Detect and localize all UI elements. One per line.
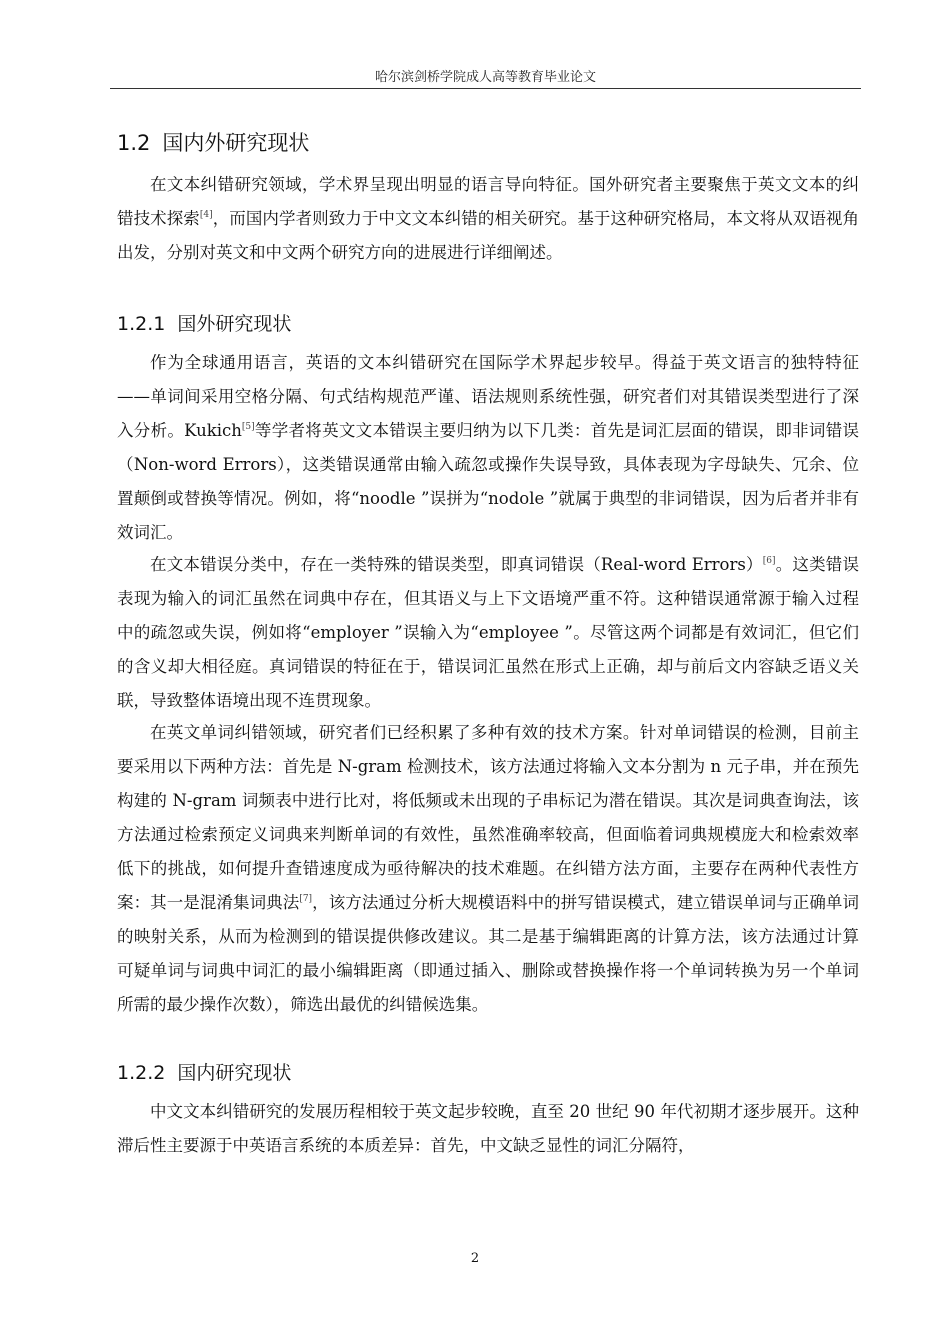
paragraph-text: ，而国内学者则致力于中文文本纠错的相关研究。基于这种研究格局，本文将从双语视角出发，分别对英文和中文两个研究方向的进展进行详细阐述。 <box>117 209 860 262</box>
paragraph-text: ，该方法通过分析大规模语料中的拼写错误模式，建立错误单词与正确单词的映射关系，从而为检测到的错误提供修改建议。其二是基于编辑距离的计算方法，该方法通过计算可疑单词与词典中词汇的最小编辑距离（即通过插入、删除或替换操作将一个单词转换为另一个单词所需的最少操作次数），筛选出最优的纠错候选集。 <box>117 893 860 1014</box>
citation-ref: [6] <box>762 556 776 566</box>
paragraph-text: 等学者将英文文本错误主要归纳为以下几类：首先是词汇层面的错误，即非词错误（Non-word Errors），这类错误通常由输入疏忽或操作失误导致，具体表现为字母缺失、冗余、位置颠倒或替换等情况。例如，将“noodle ”误拼为“nodole ”就属于典型的非词错误，因为后者并非有效词汇。 <box>117 421 860 542</box>
paragraph <box>117 716 859 1022</box>
paragraph <box>117 1095 859 1163</box>
subsection-title: 国外研究现状 <box>177 313 292 335</box>
paragraph-text: 。这类错误表现为输入的词汇虽然在词典中存在，但其语义与上下文语境严重不符。这种错误通常源于输入过程中的疏忽或失误，例如将“employer ”误输入为“employee ”。尽管这两个词都是有效词汇，但它们的含义却大相径庭。真词错误的特征在于，错误词汇虽然在形式上正确，却与前后文内容缺乏语义关联，导致整体语境出现不连贯现象。 <box>117 555 860 710</box>
page-number: 2 <box>470 1251 480 1266</box>
subsection-number: 1.2.1 <box>117 313 166 335</box>
running-header: 哈尔滨剑桥学院成人高等教育毕业论文 <box>374 70 596 85</box>
subsection-title: 国内研究现状 <box>177 1062 292 1084</box>
citation-ref: [5] <box>241 422 255 432</box>
section-number: 1.2 <box>117 131 151 155</box>
header-rule <box>110 88 861 89</box>
paragraph-text: 在英文单词纠错领域，研究者们已经积累了多种有效的技术方案。针对单词错误的检测，目前主要采用以下两种方法：首先是 N-gram 检测技术，该方法通过将输入文本分割为 n 元子串，并在预先构建的 N-gram 词频表中进行比对，将低频或未出现的子串标记为潜在错误。其次是词典查询法，该方法通过检索预定义词典来判断单词的有效性，虽然准确率较高，但面临着词典规模庞大和检索效率低下的挑战，如何提升查错速度成为亟待解决的技术难题。在纠错方法方面，主要存在两种代表性方案：其一是混淆集词典法 <box>117 723 859 912</box>
paragraph-text: 中文文本纠错研究的发展历程相较于英文起步较晚，直至 20 世纪 90 年代初期才逐步展开。这种滞后性主要源于中英语言系统的本质差异：首先，中文缺乏显性的词汇分隔符， <box>117 1102 859 1155</box>
subsection-number: 1.2.2 <box>117 1062 166 1084</box>
paragraph-text: 在文本纠错研究领域，学术界呈现出明显的语言导向特征。国外研究者主要聚焦于英文文本的纠错技术探索 <box>117 175 859 228</box>
intro-paragraph <box>117 168 859 270</box>
paragraph <box>117 548 859 718</box>
citation-ref: [7] <box>299 894 313 904</box>
paragraph-text: 作为全球通用语言，英语的文本纠错研究在国际学术界起步较早。得益于英文语言的独特特征——单词间采用空格分隔、句式结构规范严谨、语法规则系统性强，研究者们对其错误类型进行了深入分析。Kukich <box>117 353 859 440</box>
subsection-heading <box>117 1058 291 1085</box>
paragraph <box>117 346 859 550</box>
section-title: 国内外研究现状 <box>162 131 310 155</box>
paragraph-text: 在文本错误分类中，存在一类特殊的错误类型，即真词错误（Real-word Errors） <box>150 555 763 574</box>
subsection-heading <box>117 309 291 336</box>
citation-ref: [4] <box>199 210 213 220</box>
section-heading <box>117 127 309 157</box>
